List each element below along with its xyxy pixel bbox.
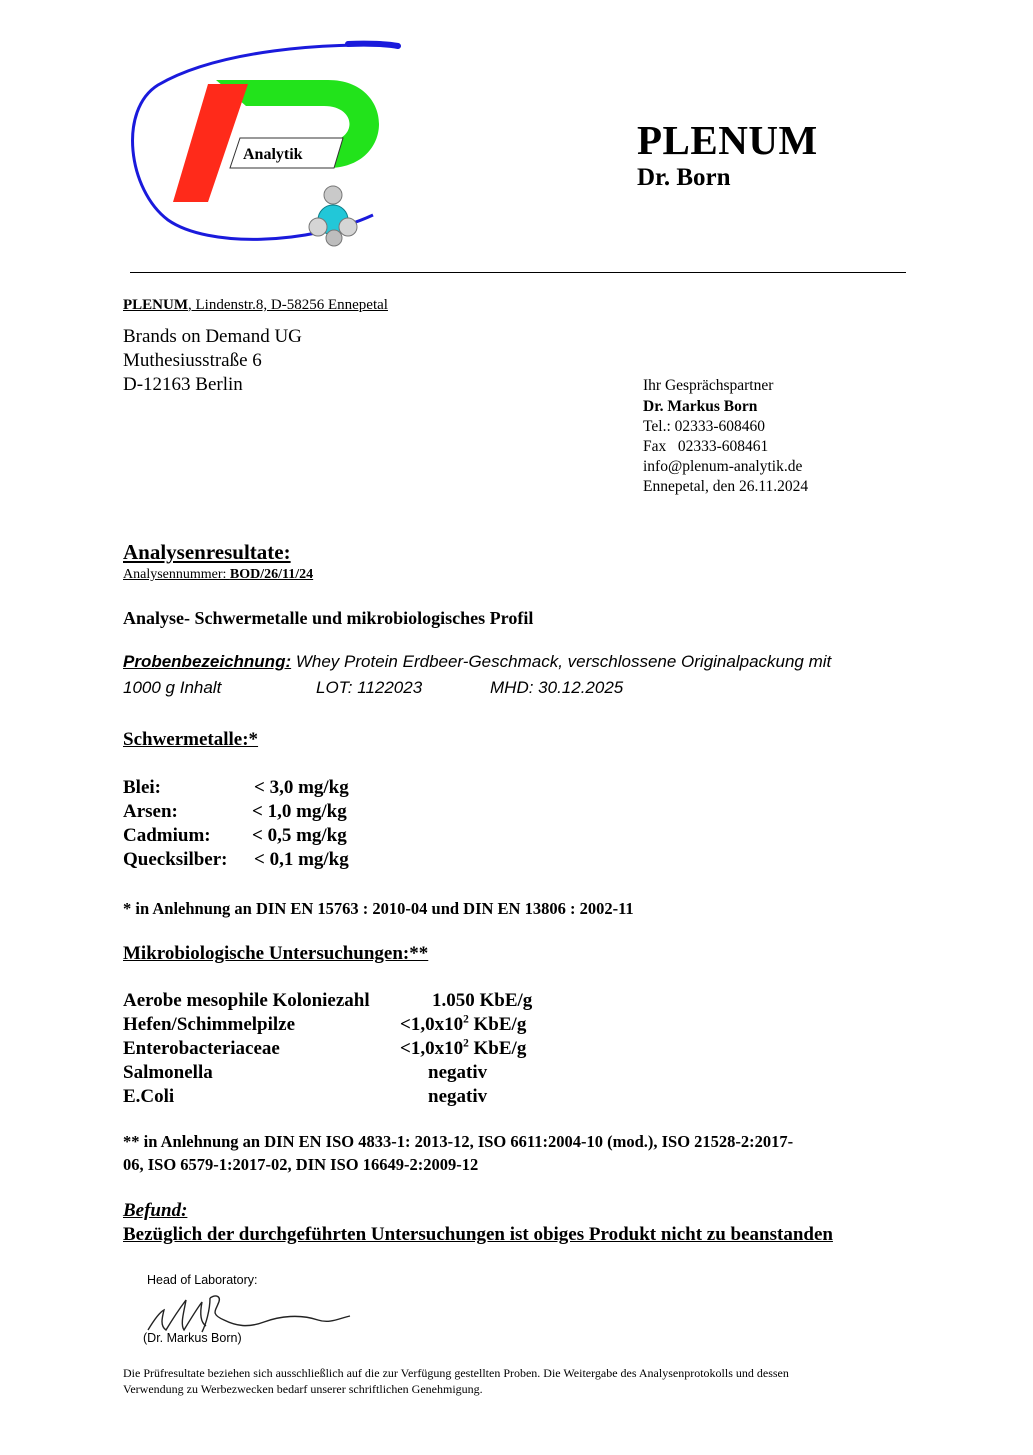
signature-head: Head of Laboratory: xyxy=(147,1273,258,1287)
probe-label: Probenbezeichnung: xyxy=(123,652,292,671)
micro-value-exp: 2 xyxy=(463,1013,469,1026)
footer-line-2: Verwendung zu Werbezwecken bedarf unserer schriftlichen Genehmigung. xyxy=(123,1382,483,1396)
metal-value: < 0,5 mg/kg xyxy=(252,825,347,846)
micro-name: Enterobacteriaceae xyxy=(123,1038,280,1059)
befund-text: Bezüglich der durchgeführten Untersuchungen ist obiges Produkt nicht zu beanstanden xyxy=(123,1224,833,1245)
analysis-number: BOD/26/11/24 xyxy=(229,567,314,582)
micro-note-line-2: 06, ISO 6579-1:2017-02, DIN ISO 16649-2:2009-12 xyxy=(123,1155,479,1174)
contact-name: Dr. Markus Born xyxy=(643,398,758,415)
micro-value-exp: 2 xyxy=(463,1037,469,1050)
metal-name: Arsen: xyxy=(123,801,178,822)
sender-address: , Lindenstr.8, D-58256 Ennepetal xyxy=(188,297,388,313)
micro-value: 1.050 KbE/g xyxy=(432,990,533,1011)
contact-email[interactable]: info@plenum-analytik.de xyxy=(643,458,803,475)
micro-name: Aerobe mesophile Koloniezahl xyxy=(123,990,370,1011)
analysis-number-label: Analysennummer: xyxy=(123,567,230,582)
metal-value: < 1,0 mg/kg xyxy=(252,801,347,822)
micro-value xyxy=(400,1014,526,1036)
contact-fax: Fax 02333-608461 xyxy=(643,438,769,455)
sender-company: PLENUM xyxy=(123,297,188,313)
probe-lot: LOT: 1122023 xyxy=(316,678,423,697)
footer-line-1: Die Prüfresultate beziehen sich ausschließlich auf die zur Verfügung gestellten Proben. Die Weitergabe des Analysenprotokolls und dessen xyxy=(123,1366,789,1380)
sender-line xyxy=(123,297,388,314)
probe-line-1 xyxy=(123,652,831,672)
micro-value-unit: KbE/g xyxy=(468,1014,527,1035)
recipient-line: Brands on Demand UG xyxy=(123,326,302,347)
micro-value-unit: KbE/g xyxy=(468,1038,527,1059)
plenum-analytik-logo xyxy=(128,40,413,255)
brand-subtitle: Dr. Born xyxy=(637,164,731,191)
micro-value-base: <1,0x10 xyxy=(400,1038,464,1059)
metal-value: < 0,1 mg/kg xyxy=(254,849,349,870)
metal-value: < 3,0 mg/kg xyxy=(254,777,349,798)
metal-name: Blei: xyxy=(123,777,161,798)
results-heading: Analysenresultate: xyxy=(123,540,291,564)
micro-note-line-1: ** in Anlehnung an DIN EN ISO 4833-1: 2013-12, ISO 6611:2004-10 (mod.), ISO 21528-2:2017- xyxy=(123,1132,794,1151)
befund-label: Befund: xyxy=(123,1200,188,1221)
micro-value xyxy=(400,1038,526,1060)
recipient-line: D-12163 Berlin xyxy=(123,374,243,395)
micro-name: Salmonella xyxy=(123,1062,213,1083)
probe-mhd: MHD: 30.12.2025 xyxy=(490,678,624,697)
analysis-title: Analyse- Schwermetalle und mikrobiologisches Profil xyxy=(123,608,534,628)
contact-tel: Tel.: 02333-608460 xyxy=(643,418,766,435)
heavy-metals-note: * in Anlehnung an DIN EN 15763 : 2010-04 und DIN EN 13806 : 2002-11 xyxy=(123,899,634,918)
header-divider xyxy=(130,272,906,273)
probe-content: 1000 g Inhalt xyxy=(123,678,222,697)
micro-heading: Mikrobiologische Untersuchungen:** xyxy=(123,943,429,964)
place-date: Ennepetal, den 26.11.2024 xyxy=(643,478,809,495)
micro-name: E.Coli xyxy=(123,1086,175,1107)
analysis-number-line xyxy=(123,567,313,583)
recipient-line: Muthesiusstraße 6 xyxy=(123,350,262,371)
contact-label: Ihr Gesprächspartner xyxy=(643,377,774,394)
micro-value: negativ xyxy=(428,1086,488,1107)
brand-name: PLENUM xyxy=(637,117,818,163)
metal-name: Quecksilber: xyxy=(123,849,228,870)
signature-name: (Dr. Markus Born) xyxy=(143,1331,242,1345)
heavy-metals-heading: Schwermetalle:* xyxy=(123,729,259,750)
probe-description: Whey Protein Erdbeer-Geschmack, verschlossene Originalpackung mit xyxy=(291,652,832,671)
micro-name: Hefen/Schimmelpilze xyxy=(123,1014,296,1035)
logo-text: Analytik xyxy=(243,146,303,163)
micro-value: negativ xyxy=(428,1062,488,1083)
metal-name: Cadmium: xyxy=(123,825,211,846)
micro-value-base: <1,0x10 xyxy=(400,1014,464,1035)
